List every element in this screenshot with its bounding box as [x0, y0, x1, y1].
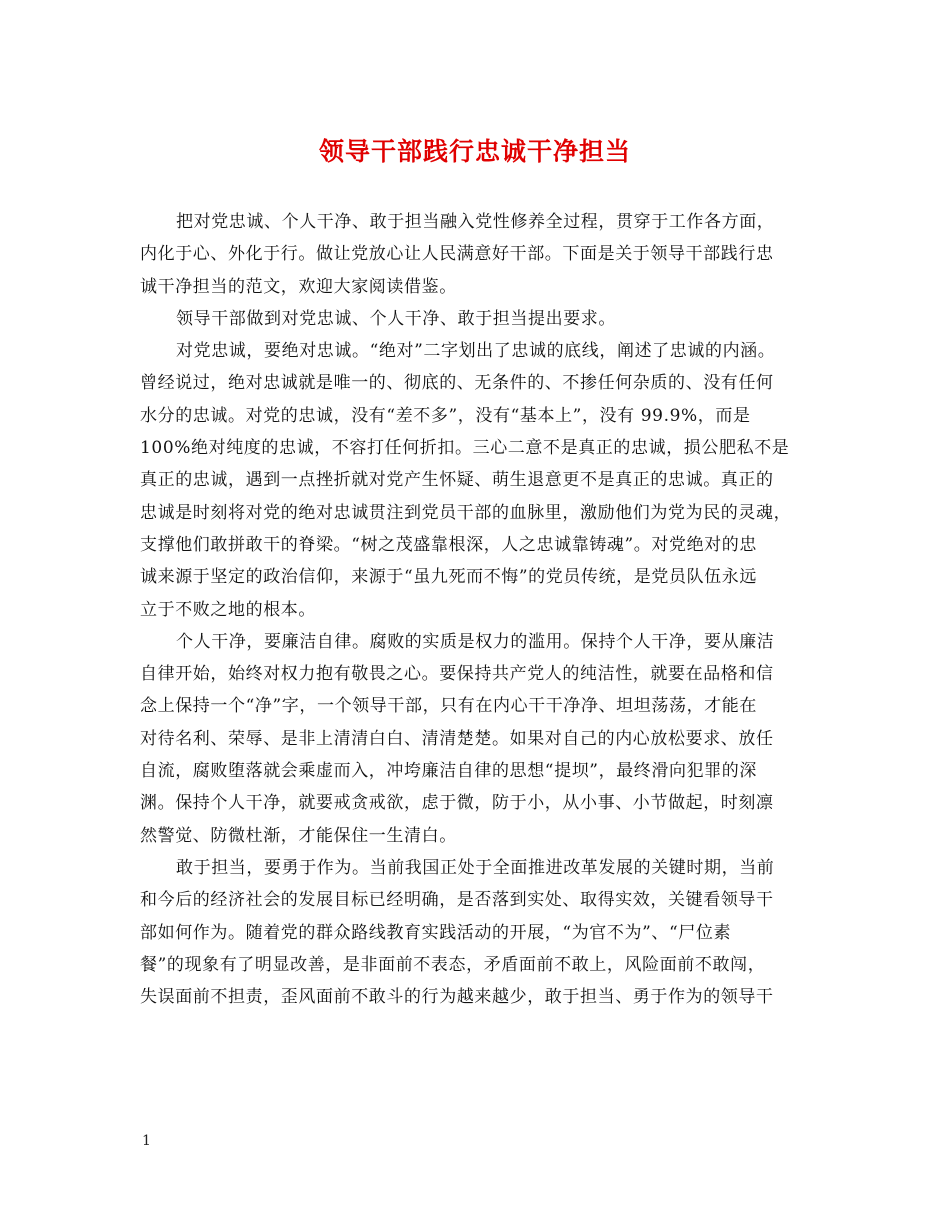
text-line: 领导干部做到对党忠诚、个人干净、敢于担当提出要求。	[176, 308, 616, 329]
text-line: 诚来源于坚定的政治信仰，来源于“虽九死而不悔”的党员传统，是党员队伍永远	[140, 567, 757, 588]
document-body	[140, 206, 830, 1013]
text-line: 个人干净，要廉洁自律。腐败的实质是权力的滥用。保持个人干净，要从廉洁	[176, 631, 775, 652]
text-line: 支撑他们敢拼敢干的脊梁。“树之茂盛靠根深，人之忠诚靠铸魂”。对党绝对的忠	[140, 534, 757, 555]
text-line: 内化于心、外化于行。做让党放心让人民满意好干部。下面是关于领导干部践行忠	[140, 244, 774, 265]
text-line: 立于不败之地的根本。	[140, 599, 316, 620]
text-line: 真正的忠诚，遇到一点挫折就对党产生怀疑、萌生退意更不是真正的忠诚。真正的	[140, 470, 774, 491]
text-line: 对待名利、荣辱、是非上清清白白、清清楚楚。如果对自己的内心放松要求、放任	[140, 728, 774, 749]
document-title: 领导干部践行忠诚干净担当	[318, 137, 631, 166]
text-line: 对党忠诚，要绝对忠诚。“绝对”二字划出了忠诚的底线，阐述了忠诚的内涵。	[176, 341, 776, 362]
text-line: 念上保持一个“净”字，一个领导干部，只有在内心干干净净、坦坦荡荡，才能在	[140, 696, 757, 717]
text-line: 然警觉、防微杜渐，才能保住一生清白。	[140, 825, 457, 846]
text-line: 和今后的经济社会的发展目标已经明确，是否落到实处、取得实效，关键看领导干	[140, 890, 774, 911]
text-line: 把对党忠诚、个人干净、敢于担当融入党性修养全过程，贯穿于工作各方面，	[176, 212, 775, 232]
text-line: 曾经说过，绝对忠诚就是唯一的、彻底的、无条件的、不掺任何杂质的、没有任何	[140, 373, 774, 394]
text-line: 自律开始，始终对权力抱有敬畏之心。要保持共产党人的纯洁性，就要在品格和信	[140, 664, 774, 685]
text-line: 忠诚是时刻将对党的绝对忠诚贯注到党员干部的血脉里，激励他们为党为民的灵魂，	[140, 502, 792, 523]
text-line: 部如何作为。随着党的群众路线教育实践活动的开展，“为官不为”、“尸位素	[140, 922, 732, 943]
text-line: 诚干净担当的范文，欢迎大家阅读借鉴。	[140, 276, 457, 297]
text-line: 失误面前不担责，歪风面前不敢斗的行为越来越少，敢于担当、勇于作为的领导干	[140, 987, 774, 1008]
text-line: 自流，腐败堕落就会乘虚而入，冲垮廉洁自律的思想“提坝”，最终滑向犯罪的深	[140, 761, 757, 782]
text-line: 100%绝对纯度的忠诚，不容打任何折扣。三心二意不是真正的忠诚，损公肥私不是	[140, 438, 790, 459]
text-line: 敢于担当，要勇于作为。当前我国正处于全面推进改革发展的关键时期，当前	[176, 857, 775, 878]
text-line: 水分的忠诚。对党的忠诚，没有“差不多”，没有“基本上”，没有 99.9%，而是	[140, 405, 751, 426]
text-line: 餐”的现象有了明显改善，是非面前不表态，矛盾面前不敢上，风险面前不敢闯，	[140, 954, 766, 975]
text-line: 渊。保持个人干净，就要戒贪戒欲，虑于微，防于小，从小事、小节做起，时刻凛	[140, 793, 774, 814]
page-number: 1	[142, 1133, 151, 1149]
